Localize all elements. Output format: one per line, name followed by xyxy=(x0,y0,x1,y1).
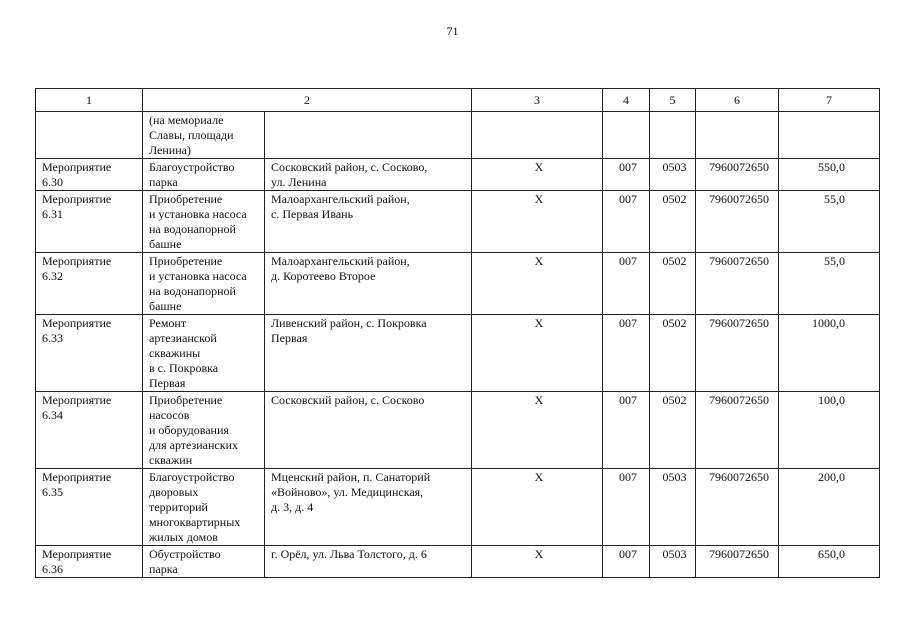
col5-cell: 0503 xyxy=(650,546,696,578)
col3-cell: Х xyxy=(472,469,603,546)
name-cell: Обустройство парка xyxy=(143,546,265,578)
location-cell: Малоархангельский район, с. Первая Ивань xyxy=(265,191,472,253)
col3-cell: Х xyxy=(472,191,603,253)
header-col-7: 7 xyxy=(779,89,880,112)
col6-cell: 7960072650 xyxy=(696,191,779,253)
location-cell: Сосковский район, с. Сосково, ул. Ленина xyxy=(265,159,472,191)
col5-cell: 0502 xyxy=(650,191,696,253)
continuation-cell-6 xyxy=(650,112,696,159)
location-cell: Малоархангельский район, д. Коротеево Второе xyxy=(265,253,472,315)
event-cell: Мероприятие 6.32 xyxy=(36,253,143,315)
col4-cell: 007 xyxy=(603,191,650,253)
col5-cell: 0502 xyxy=(650,253,696,315)
col3-cell: Х xyxy=(472,392,603,469)
col4-cell: 007 xyxy=(603,315,650,392)
name-cell: Благоустройство парка xyxy=(143,159,265,191)
location-cell: Мценский район, п. Санаторий «Войново», ул. Медицинская, д. 3, д. 4 xyxy=(265,469,472,546)
col7-cell: 100,0 xyxy=(779,392,880,469)
name-cell: Приобретение и установка насоса на водонапорной башне xyxy=(143,253,265,315)
header-col-4: 4 xyxy=(603,89,650,112)
col7-cell: 200,0 xyxy=(779,469,880,546)
col3-cell: Х xyxy=(472,253,603,315)
header-col-5: 5 xyxy=(650,89,696,112)
col6-cell: 7960072650 xyxy=(696,253,779,315)
continuation-cell-8 xyxy=(779,112,880,159)
header-col-1: 1 xyxy=(36,89,143,112)
continuation-cell-1 xyxy=(36,112,143,159)
col5-cell: 0502 xyxy=(650,392,696,469)
col7-cell: 650,0 xyxy=(779,546,880,578)
header-row xyxy=(36,89,880,112)
name-cell: Приобретение насосов и оборудования для артезианских скважин xyxy=(143,392,265,469)
col6-cell: 7960072650 xyxy=(696,159,779,191)
name-cell: Приобретение и установка насоса на водонапорной башне xyxy=(143,191,265,253)
header-col-3: 3 xyxy=(472,89,603,112)
col4-cell: 007 xyxy=(603,392,650,469)
col5-cell: 0503 xyxy=(650,159,696,191)
continuation-cell-5 xyxy=(603,112,650,159)
table-row xyxy=(36,159,880,191)
location-cell: Сосковский район, с. Сосково xyxy=(265,392,472,469)
col3-cell: Х xyxy=(472,315,603,392)
col4-cell: 007 xyxy=(603,469,650,546)
event-cell: Мероприятие 6.34 xyxy=(36,392,143,469)
event-cell: Мероприятие 6.30 xyxy=(36,159,143,191)
header-col-2: 2 xyxy=(143,89,472,112)
col7-cell: 55,0 xyxy=(779,191,880,253)
header-col-6: 6 xyxy=(696,89,779,112)
table-row xyxy=(36,253,880,315)
location-cell: Ливенский район, с. Покровка Первая xyxy=(265,315,472,392)
name-cell: Благоустройство дворовых территорий многоквартирных жилых домов xyxy=(143,469,265,546)
table-row xyxy=(36,315,880,392)
col4-cell: 007 xyxy=(603,546,650,578)
continuation-name-cell: (на мемориале Славы, площади Ленина) xyxy=(143,112,265,159)
table-row xyxy=(36,392,880,469)
col3-cell: Х xyxy=(472,546,603,578)
col5-cell: 0503 xyxy=(650,469,696,546)
event-cell: Мероприятие 6.31 xyxy=(36,191,143,253)
budget-table xyxy=(35,88,880,578)
continuation-cell-4 xyxy=(472,112,603,159)
continuation-cell-7 xyxy=(696,112,779,159)
continuation-row xyxy=(36,112,880,159)
table-row xyxy=(36,546,880,578)
col6-cell: 7960072650 xyxy=(696,315,779,392)
col6-cell: 7960072650 xyxy=(696,546,779,578)
continuation-cell-3 xyxy=(265,112,472,159)
col4-cell: 007 xyxy=(603,253,650,315)
event-cell: Мероприятие 6.36 xyxy=(36,546,143,578)
col4-cell: 007 xyxy=(603,159,650,191)
col7-cell: 55,0 xyxy=(779,253,880,315)
col6-cell: 7960072650 xyxy=(696,469,779,546)
event-cell: Мероприятие 6.35 xyxy=(36,469,143,546)
col3-cell: Х xyxy=(472,159,603,191)
col7-cell: 550,0 xyxy=(779,159,880,191)
page-number: 71 xyxy=(446,24,459,38)
col7-cell: 1000,0 xyxy=(779,315,880,392)
col6-cell: 7960072650 xyxy=(696,392,779,469)
table-row xyxy=(36,191,880,253)
name-cell: Ремонт артезианской скважины в с. Покровка Первая xyxy=(143,315,265,392)
event-cell: Мероприятие 6.33 xyxy=(36,315,143,392)
col5-cell: 0502 xyxy=(650,315,696,392)
location-cell: г. Орёл, ул. Льва Толстого, д. 6 xyxy=(265,546,472,578)
table-row xyxy=(36,469,880,546)
